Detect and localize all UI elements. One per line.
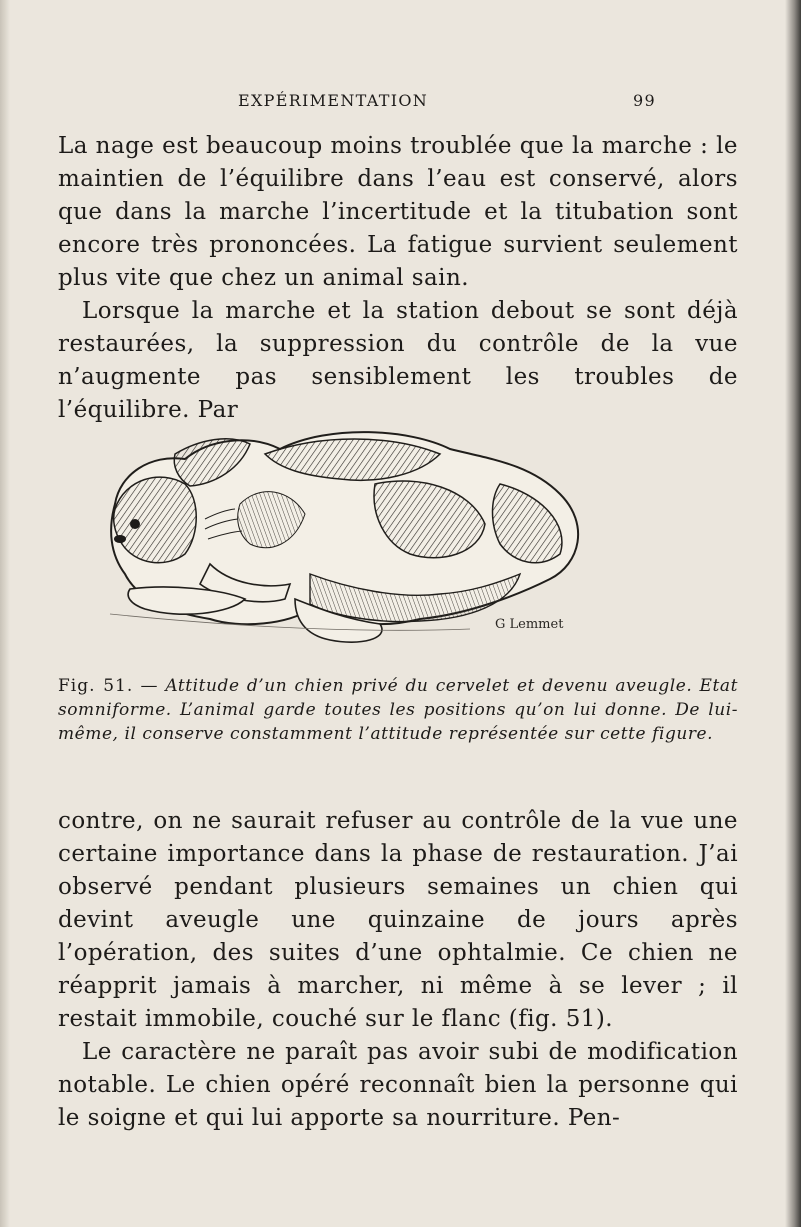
paragraph: contre, on ne saurait refuser au contrôle de la vue une certaine importance dans la phase de restauration. J’ai observé pendant plusieurs semaines un chien qui devint aveugle une quinzaine de jours après l’opération, des suites d’une ophtalmie. Ce chien ne réapprit jamais à marcher, ni même à se lever ; il restait immobile, couché sur le flanc (fig. 51).	[58, 808, 738, 1032]
running-head-title: EXPÉRIMENTATION	[238, 91, 429, 110]
paragraph: La nage est beaucoup moins troublée que la marche : le maintien de l’équilibre dans l’eau est conservé, alors que dans la marche l’incertitude et la titubation sont encore très prononcées. La fatigue survient seulement plus vite que chez un animal sain.	[58, 133, 738, 291]
caption-body: Attitude d’un chien privé du cervelet et devenu aveugle. Etat somniforme. L’animal garde toutes les positions qu’on lui donne. De lui-même, il conserve constamment l’attitude représentée sur cette figure.	[58, 676, 738, 744]
running-head	[238, 91, 656, 111]
body-text-bottom	[58, 805, 738, 1135]
page-right-edge	[785, 0, 801, 1227]
page-left-edge	[0, 0, 10, 1227]
dog-illustration	[90, 414, 610, 654]
paragraph: Le caractère ne paraît pas avoir subi de modification notable. Le chien opéré reconnaît bien la personne qui le soigne et qui lui apporte sa nourriture. Pen-	[58, 1039, 738, 1131]
figure-label: Fig. 51.	[58, 676, 134, 696]
body-text-top	[58, 130, 738, 427]
paragraph: Lorsque la marche et la station debout se sont déjà restaurées, la suppression du contrôle de la vue n’augmente pas sensiblement les troubles de l’équilibre. Par	[58, 298, 738, 423]
caption-dash: —	[140, 676, 159, 696]
artist-signature: G Lemmet	[495, 617, 564, 632]
dog-engraving	[90, 414, 610, 654]
page-number: 99	[633, 91, 656, 110]
caption-text	[58, 674, 738, 746]
figure-caption	[58, 674, 738, 746]
